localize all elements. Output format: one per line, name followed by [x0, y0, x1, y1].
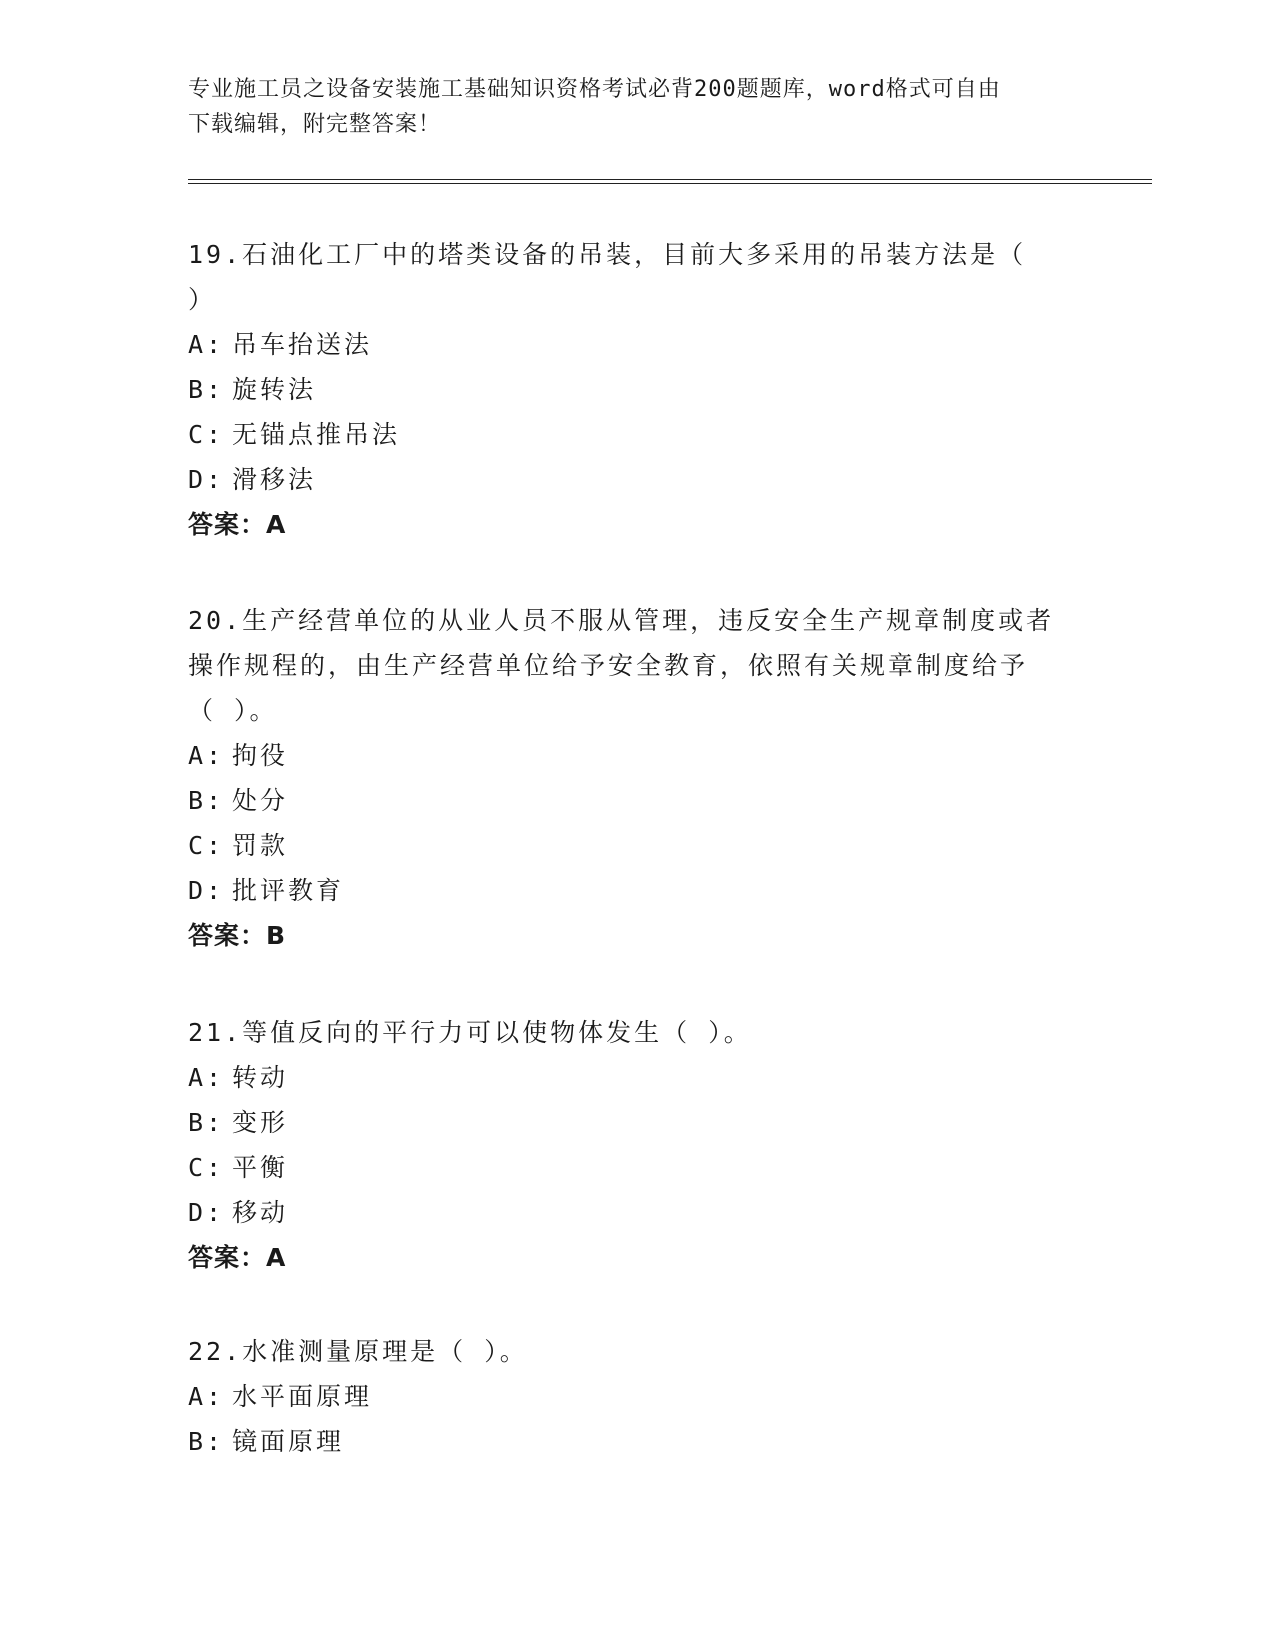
option-text: 吊车抬送法	[232, 330, 373, 359]
option-c	[188, 1145, 1088, 1190]
header-divider-top	[188, 179, 1152, 180]
option-letter: B:	[188, 786, 225, 815]
option-text: 拘役	[232, 741, 289, 770]
option-d	[188, 1190, 1088, 1235]
option-text: 转动	[232, 1063, 289, 1092]
document-header	[188, 72, 1088, 142]
option-letter: B:	[188, 1108, 225, 1137]
question-stem-line: 22.水准测量原理是（ ）。	[188, 1337, 528, 1366]
option-b	[188, 1100, 1088, 1145]
option-a	[188, 1055, 1088, 1100]
question-stem-line: 21.等值反向的平行力可以使物体发生（ ）。	[188, 1018, 752, 1047]
option-text: 无锚点推吊法	[232, 420, 401, 449]
option-a	[188, 733, 1088, 778]
answer-line: 答案：A	[188, 1243, 287, 1272]
option-text: 变形	[232, 1108, 289, 1137]
option-b	[188, 1419, 1088, 1464]
option-letter: D:	[188, 876, 225, 905]
option-letter: C:	[188, 420, 225, 449]
option-a	[188, 322, 1088, 367]
question-stem-line: ）	[188, 285, 217, 314]
question-21	[188, 1010, 1088, 1281]
option-text: 水平面原理	[232, 1382, 373, 1411]
header-line-2: 下载编辑，附完整答案！	[188, 112, 442, 137]
option-b	[188, 778, 1088, 823]
option-a	[188, 1374, 1088, 1419]
option-c	[188, 823, 1088, 868]
question-22	[188, 1329, 1088, 1464]
option-letter: A:	[188, 1063, 225, 1092]
option-text: 平衡	[232, 1153, 289, 1182]
option-letter: A:	[188, 1382, 225, 1411]
option-d	[188, 457, 1088, 502]
option-letter: B:	[188, 375, 225, 404]
answer-line: 答案：B	[188, 921, 287, 950]
option-d	[188, 868, 1088, 913]
option-letter: D:	[188, 1198, 225, 1227]
header-divider-bottom	[188, 183, 1152, 184]
question-stem-line: 操作规程的，由生产经营单位给予安全教育，依照有关规章制度给予	[188, 651, 1029, 680]
question-stem-line: 19.石油化工厂中的塔类设备的吊装，目前大多采用的吊装方法是（	[188, 240, 1027, 269]
option-text: 旋转法	[232, 375, 317, 404]
question-20	[188, 598, 1088, 959]
option-letter: B:	[188, 1427, 225, 1456]
question-stem-line: 20.生产经营单位的从业人员不服从管理，违反安全生产规章制度或者	[188, 606, 1055, 635]
option-letter: C:	[188, 1153, 225, 1182]
option-text: 镜面原理	[232, 1427, 345, 1456]
option-b	[188, 367, 1088, 412]
option-letter: A:	[188, 330, 225, 359]
option-c	[188, 412, 1088, 457]
header-line-1: 专业施工员之设备安装施工基础知识资格考试必背200题题库，word格式可自由	[188, 77, 1001, 102]
option-text: 批评教育	[232, 876, 345, 905]
option-letter: D:	[188, 465, 225, 494]
option-text: 处分	[232, 786, 289, 815]
question-stem-line: （ ）。	[188, 696, 278, 725]
option-text: 滑移法	[232, 465, 317, 494]
option-text: 罚款	[232, 831, 289, 860]
option-letter: A:	[188, 741, 225, 770]
option-letter: C:	[188, 831, 225, 860]
question-19	[188, 232, 1088, 548]
answer-line: 答案：A	[188, 510, 287, 539]
option-text: 移动	[232, 1198, 289, 1227]
